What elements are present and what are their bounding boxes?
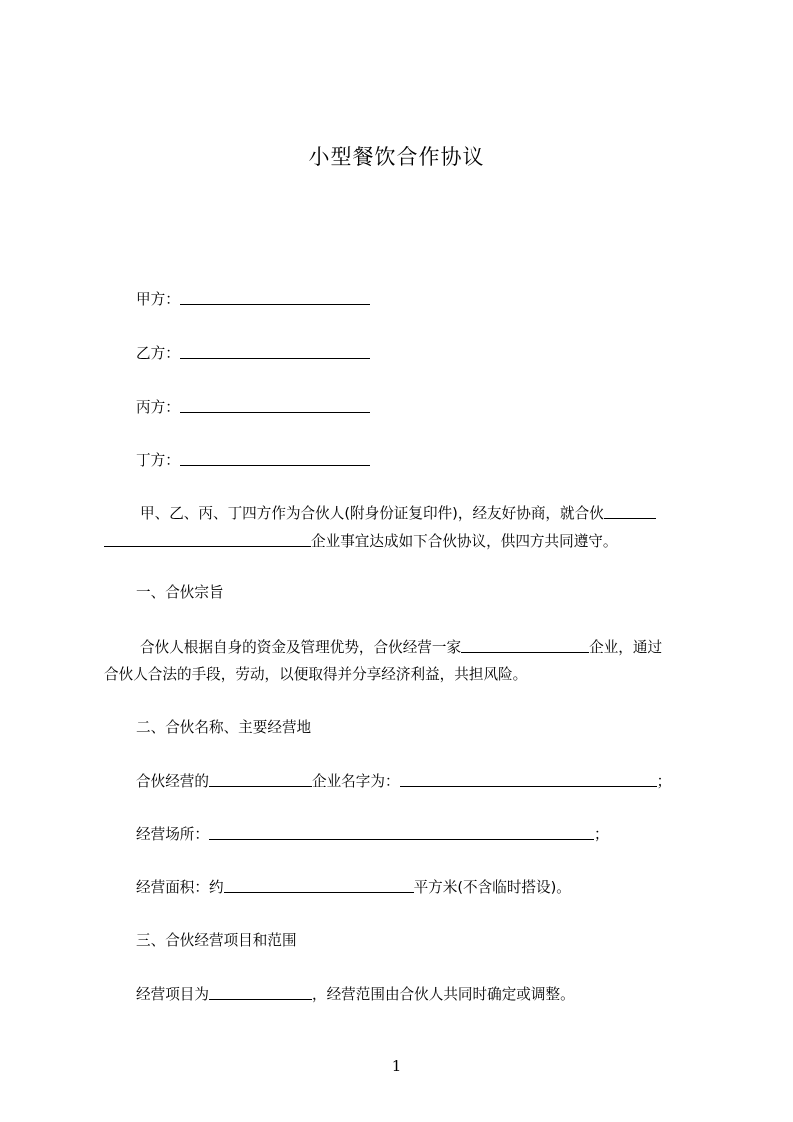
enterprise-name-blank	[400, 772, 657, 787]
enterprise-name-line	[136, 772, 704, 792]
section1-line-1	[140, 638, 704, 658]
party-a-blank	[180, 290, 370, 305]
business-site-blank	[209, 825, 594, 840]
enterprise-type-blank	[209, 772, 312, 787]
enterprise-name-text-a: 合伙经营的	[136, 773, 209, 790]
party-a-label: 甲方：	[136, 291, 180, 308]
party-b-line	[136, 344, 704, 364]
business-area-text-b: 平方米(不含临时搭设)。	[413, 879, 571, 896]
party-c-label: 丙方：	[136, 399, 180, 416]
party-d-label: 丁方：	[136, 452, 180, 469]
enterprise-name-end: ；	[656, 773, 672, 790]
preamble-blank-2	[104, 532, 311, 547]
section1-heading: 一、合伙宗旨	[136, 584, 224, 601]
business-area-blank	[224, 878, 414, 893]
party-c-line	[136, 398, 704, 418]
section1-text-1a: 合伙人根据自身的资金及管理优势，合伙经营一家	[140, 639, 462, 656]
business-site-line	[136, 825, 704, 845]
section3-heading: 三、合伙经营项目和范围	[136, 932, 297, 949]
party-b-blank	[180, 344, 370, 359]
preamble-text-1: 甲、乙、丙、丁四方作为合伙人(附身份证复印件)，经友好协商，就合伙	[140, 505, 604, 522]
business-item-blank	[209, 985, 312, 1000]
business-area-line	[136, 878, 704, 898]
business-site-label: 经营场所：	[136, 826, 209, 843]
party-d-line	[136, 451, 704, 471]
party-c-blank	[180, 398, 370, 413]
section1-text-1b: 企业，通过	[589, 639, 663, 656]
section1-blank	[461, 638, 589, 653]
preamble-line-2	[104, 532, 704, 552]
business-item-line	[136, 985, 704, 1005]
business-site-end: ；	[593, 826, 609, 843]
preamble-text-2: 企业事宜达成如下合伙协议，供四方共同遵守。	[311, 533, 618, 550]
party-a-line	[136, 290, 704, 310]
preamble-blank-1	[604, 504, 656, 519]
section2-heading: 二、合伙名称、主要经营地	[136, 719, 312, 736]
page-number: 1	[391, 1057, 402, 1075]
section1-line-2: 合伙人合法的手段，劳动，以便取得并分享经济利益，共担风险。	[104, 666, 528, 683]
business-item-text-b: ，经营范围由合伙人共同时确定或调整。	[311, 986, 575, 1003]
party-d-blank	[180, 451, 370, 466]
enterprise-name-text-b: 企业名字为：	[311, 773, 400, 790]
business-area-text-a: 经营面积：约	[136, 879, 224, 896]
business-item-text-a: 经营项目为	[136, 986, 209, 1003]
document-title: 小型餐饮合作协议	[308, 145, 485, 169]
preamble-line-1	[140, 504, 704, 524]
party-b-label: 乙方：	[136, 345, 180, 362]
